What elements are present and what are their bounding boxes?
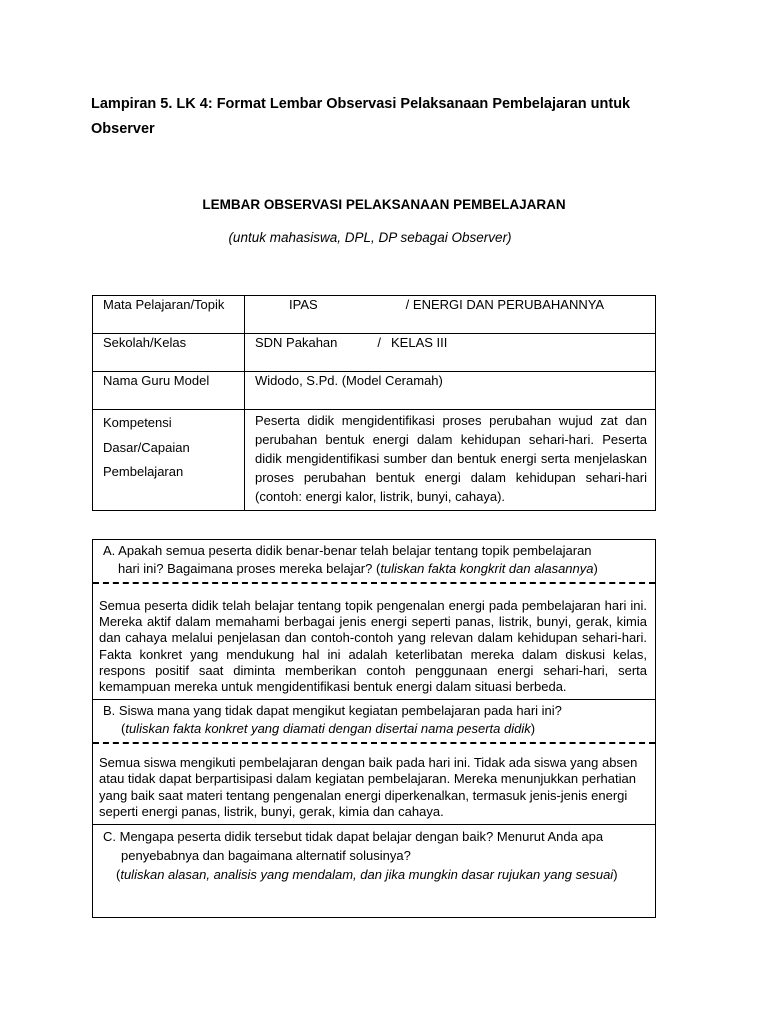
question-b-line-1: B. Siswa mana yang tidak dapat mengikut kegiatan pembelajaran pada hari ini? xyxy=(103,703,562,719)
school-cell xyxy=(245,334,656,372)
question-a-line-2 xyxy=(103,560,647,578)
question-b-open: ( xyxy=(121,721,126,737)
question-c-line-1: C. Mengapa peserta didik tersebut tidak dapat belajar dengan baik? Menurut Anda apa xyxy=(103,829,604,845)
question-c xyxy=(93,825,655,888)
info-row-school xyxy=(93,334,656,372)
competency-label-1: Kompetensi xyxy=(103,415,172,430)
competency-label-2: Dasar/Capaian xyxy=(103,439,190,455)
question-c-line-2: penyebabnya dan bagaimana alternatif solusinya? xyxy=(121,848,411,864)
form-title: LEMBAR OBSERVASI PELAKSANAAN PEMBELAJARAN xyxy=(202,197,566,212)
question-a-line-1: A. Apakah semua peserta didik benar-benar telah belajar tentang topik pembelajaran xyxy=(103,543,592,558)
teacher-label: Nama Guru Model xyxy=(93,372,245,410)
question-c-open: ( xyxy=(116,867,121,883)
question-c-close: ) xyxy=(613,867,618,883)
question-b-close: ) xyxy=(530,721,536,737)
question-a-close: ) xyxy=(593,561,598,576)
heading-line-2: Observer xyxy=(91,121,155,137)
form-subtitle: (untuk mahasiswa, DPL, DP sebagai Observer) xyxy=(228,230,512,245)
subject-value: IPAS xyxy=(289,297,318,312)
class-value: KELAS III xyxy=(391,335,448,350)
question-b xyxy=(93,700,655,744)
question-a xyxy=(93,540,655,584)
question-b-line-2 xyxy=(103,720,647,738)
competency-value: Peserta didik mengidentifikasi proses perubahan wujud zat dan perubahan bentuk energi dalam kehidupan sehari-hari. Peserta didik mengidentifikasi sumber dan bentuk energi serta menjelaskan proses perubahan bentuk energi dalam kehidupan sehari-hari (contoh: energi kalor, listrik, bunyi, cahaya). xyxy=(245,410,656,511)
school-label: Sekolah/Kelas xyxy=(93,334,245,372)
question-c-line-3 xyxy=(103,865,647,884)
question-c-instruction: tuliskan alasan, analisis yang mendalam, dan jika mungkin dasar rujukan yang sesuai xyxy=(120,867,614,883)
question-a-instruction: tuliskan fakta kongkrit dan alasannya xyxy=(380,561,594,576)
observation-box xyxy=(92,539,656,918)
info-row-teacher xyxy=(93,372,656,410)
topic-value: ENERGI DAN PERUBAHANNYA xyxy=(412,297,605,312)
info-row-competency xyxy=(93,410,656,511)
subject-cell xyxy=(245,296,656,334)
info-row-subject xyxy=(93,296,656,334)
subject-separator: / xyxy=(405,297,410,312)
answer-b: Semua siswa mengikuti pembelajaran dengan baik pada hari ini. Tidak ada siswa yang absen atau tidak dapat berpartisipasi dalam kegiatan pembelajaran. Mereka menunjukkan perhatian yang baik saat materi tentang pengenalan energi diperkenalkan, termasuk jenis-jenis energi seperti energi panas, listrik, bunyi, gerak, kimia dan cahaya. xyxy=(93,744,655,825)
question-a-line-2-text: hari ini? Bagaimana proses mereka belajar? ( xyxy=(118,561,381,576)
info-table xyxy=(92,295,656,511)
school-separator: / xyxy=(377,335,382,350)
competency-label xyxy=(93,410,245,511)
answer-a: Semua peserta didik telah belajar tentang topik pengenalan energi pada pembelajaran hari ini. Mereka aktif dalam memahami berbagai jenis energi seperti panas, listrik, bunyi, gerak, kimia dan cahaya melalui penjelasan dan contoh-contoh yang relevan dalam kehidupan sehari-hari. Fakta konkret yang mendukung hal ini adalah keterlibatan mereka dalam diskusi kelas, respons positif saat diminta memberikan contoh penggunaan energi sehari-hari, serta kemampuan mereka untuk mengidentifikasi bentuk energi dalam situasi berbeda. xyxy=(93,584,655,700)
question-b-instruction: tuliskan fakta konkret yang diamati dengan disertai nama peserta didik xyxy=(125,721,531,737)
heading-line-1: Lampiran 5. LK 4: Format Lembar Observasi Pelaksanaan Pembelajaran untuk xyxy=(91,96,631,112)
subject-label: Mata Pelajaran/Topik xyxy=(93,296,245,334)
school-value: SDN Pakahan xyxy=(255,335,338,350)
document-heading xyxy=(91,92,691,142)
teacher-value: Widodo, S.Pd. (Model Ceramah) xyxy=(245,372,656,410)
competency-label-3: Pembelajaran xyxy=(103,464,184,479)
